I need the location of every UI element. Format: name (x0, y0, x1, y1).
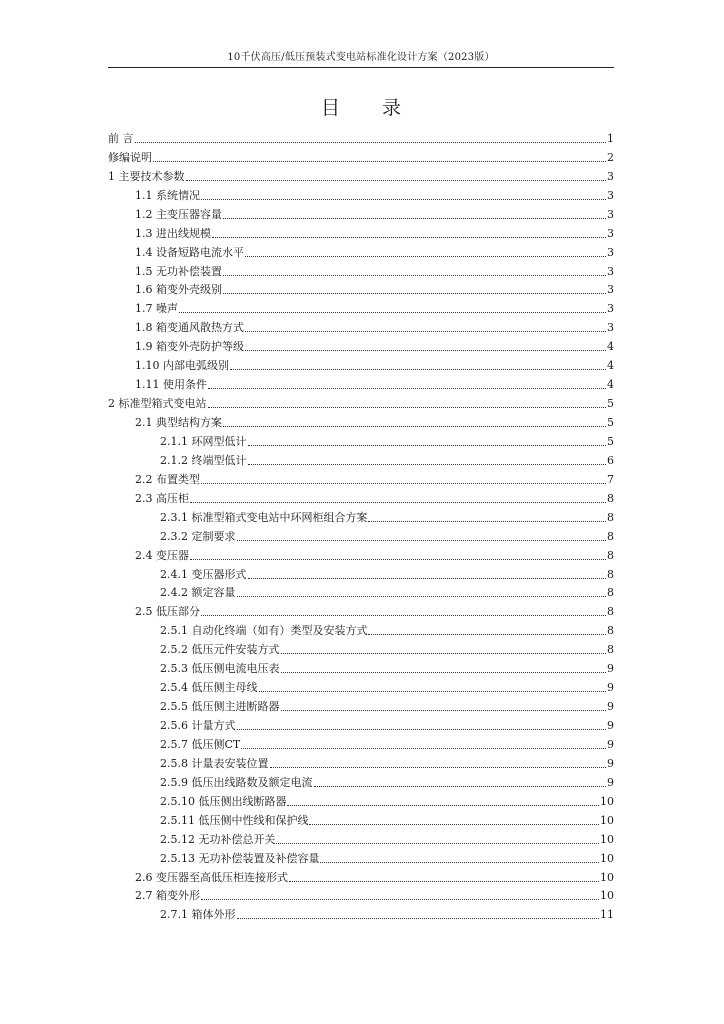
toc-dot-leader (223, 275, 606, 276)
toc-entry-label: 2.4 变压器 (135, 548, 189, 562)
toc-entry-page-number: 5 (607, 416, 614, 429)
toc-entry-page-number: 8 (607, 624, 614, 638)
toc-dot-leader (153, 161, 606, 162)
toc-entry[interactable] (108, 279, 614, 298)
toc-dot-leader (223, 293, 606, 294)
toc-entry-label: 2.1.2 终端型低计 (160, 453, 247, 467)
toc-entry-page-number: 9 (607, 700, 614, 714)
toc-entry[interactable] (108, 903, 614, 922)
toc-entry-page-number: 5 (607, 397, 614, 411)
toc-dot-leader (248, 445, 607, 446)
toc-entry-page-number: 10 (600, 851, 614, 865)
toc-entry-page-number: 9 (607, 662, 614, 676)
toc-dot-leader (368, 521, 606, 522)
toc-entry-page-number: 3 (607, 169, 614, 183)
toc-entry-label: 2.5.13 无功补偿装置及补偿容量 (160, 851, 320, 865)
toc-entry-page-number: 4 (607, 340, 614, 354)
toc-dot-leader (237, 918, 600, 919)
toc-entry-label: 2.3 高压柜 (135, 491, 189, 505)
toc-entry-page-number: 9 (607, 719, 614, 732)
toc-dot-leader (314, 786, 607, 787)
toc-entry[interactable] (108, 297, 614, 316)
toc-dot-leader (179, 312, 606, 313)
toc-entry-label: 2.7 箱变外形 (135, 889, 200, 903)
toc-dot-leader (270, 767, 607, 768)
toc-entry[interactable] (108, 506, 614, 525)
toc-entry-label: 2.5.5 低压侧主进断路器 (160, 700, 280, 714)
toc-entry-page-number: 4 (607, 359, 614, 373)
toc-entry-label: 1.7 噪声 (135, 302, 178, 316)
table-of-contents (108, 127, 614, 922)
toc-entry[interactable] (108, 885, 614, 904)
toc-entry[interactable] (108, 619, 614, 638)
toc-entry-label: 2.1.1 环网型低计 (160, 434, 247, 448)
toc-entry-page-number: 9 (607, 681, 614, 695)
toc-entry[interactable] (108, 392, 614, 411)
toc-entry[interactable] (108, 487, 614, 506)
toc-entry-label: 2.7.1 箱体外形 (160, 908, 236, 922)
toc-entry-label: 2.5.10 低压侧出线断路器 (160, 794, 287, 808)
toc-entry-label: 1.1 系统情况 (135, 188, 200, 202)
toc-entry-page-number: 8 (607, 643, 614, 657)
toc-dot-leader (287, 805, 599, 806)
toc-entry-page-number: 5 (607, 434, 614, 448)
toc-entry-label: 1.2 主变压器容量 (135, 207, 222, 221)
toc-dot-leader (281, 653, 607, 654)
toc-entry-page-number: 11 (600, 908, 614, 922)
toc-entry[interactable] (108, 165, 614, 184)
toc-entry-page-number: 9 (607, 737, 614, 751)
toc-entry[interactable] (108, 316, 614, 335)
toc-entry-page-number: 3 (607, 302, 614, 316)
toc-entry-page-number: 6 (607, 453, 614, 467)
toc-entry[interactable] (108, 241, 614, 260)
toc-entry[interactable] (108, 468, 614, 487)
toc-entry[interactable] (108, 866, 614, 885)
toc-entry[interactable] (108, 638, 614, 657)
toc-entry[interactable] (108, 771, 614, 790)
toc-entry-page-number: 3 (607, 226, 614, 240)
toc-entry-page-number: 3 (607, 264, 614, 278)
toc-dot-leader (190, 502, 606, 503)
toc-dot-leader (201, 483, 606, 484)
toc-entry[interactable] (108, 222, 614, 241)
toc-entry[interactable] (108, 127, 614, 146)
toc-entry-page-number: 7 (607, 472, 614, 486)
toc-entry-page-number: 9 (607, 775, 614, 789)
toc-entry-page-number: 8 (607, 510, 614, 524)
toc-entry-page-number: 10 (600, 870, 614, 884)
toc-dot-leader (368, 634, 606, 635)
toc-entry-label: 修编说明 (108, 150, 152, 164)
toc-entry[interactable] (108, 828, 614, 847)
toc-dot-leader (208, 407, 607, 408)
toc-dot-leader (201, 199, 606, 200)
toc-entry-label: 2.2 布置类型 (135, 472, 200, 486)
toc-entry[interactable] (108, 411, 614, 430)
toc-entry-label: 2.4.1 变压器形式 (160, 567, 247, 581)
toc-dot-leader (230, 369, 606, 370)
toc-dot-leader (135, 142, 607, 143)
toc-dot-leader (289, 881, 599, 882)
toc-entry-page-number: 8 (607, 529, 614, 543)
toc-entry-page-number: 10 (600, 794, 614, 808)
toc-entry[interactable] (108, 676, 614, 695)
toc-entry-label: 1.4 设备短路电流水平 (135, 245, 244, 259)
toc-entry-page-number: 8 (607, 567, 614, 581)
toc-entry-page-number: 10 (600, 832, 614, 846)
toc-entry-label: 1.8 箱变通风散热方式 (135, 321, 244, 335)
toc-entry-page-number: 8 (607, 605, 614, 619)
toc-entry[interactable] (108, 600, 614, 619)
toc-entry[interactable] (108, 752, 614, 771)
toc-dot-leader (237, 729, 607, 730)
toc-entry[interactable] (108, 373, 614, 392)
toc-entry[interactable] (108, 430, 614, 449)
toc-entry-label: 2.1 典型结构方案 (135, 416, 222, 429)
toc-entry-page-number: 8 (607, 491, 614, 505)
toc-entry-label: 1.3 进出线规模 (135, 226, 211, 240)
toc-entry-label: 2.3.2 定制要求 (160, 529, 236, 543)
toc-dot-leader (248, 578, 607, 579)
toc-entry-label: 1.9 箱变外壳防护等级 (135, 340, 244, 354)
toc-entry-label: 2.4.2 额定容量 (160, 586, 236, 600)
toc-dot-leader (212, 237, 606, 238)
toc-entry-label: 2.5.4 低压侧主母线 (160, 681, 258, 695)
toc-entry-page-number: 3 (607, 207, 614, 221)
toc-entry-label: 1 主要技术参数 (108, 169, 185, 183)
toc-dot-leader (201, 615, 606, 616)
toc-entry[interactable] (108, 544, 614, 563)
toc-entry-label: 1.10 内部电弧级别 (135, 359, 229, 373)
toc-dot-leader (241, 748, 606, 749)
toc-entry-page-number: 9 (607, 756, 614, 770)
toc-entry[interactable] (108, 714, 614, 733)
toc-entry-label: 2.5.1 自动化终端（如有）类型及安装方式 (160, 624, 368, 638)
toc-dot-leader (276, 843, 599, 844)
toc-entry-label: 2.5.7 低压侧CT (160, 737, 241, 751)
toc-entry-page-number: 10 (600, 813, 614, 827)
toc-dot-leader (237, 596, 607, 597)
toc-dot-leader (320, 862, 599, 863)
toc-entry[interactable] (108, 733, 614, 752)
toc-dot-leader (186, 180, 607, 181)
toc-entry-page-number: 3 (607, 321, 614, 335)
toc-entry-label: 1.11 使用条件 (135, 378, 207, 392)
toc-entry-page-number: 8 (607, 548, 614, 562)
toc-entry-label: 2.6 变压器至高低压柜连接形式 (135, 870, 288, 884)
toc-entry[interactable] (108, 847, 614, 866)
toc-entry[interactable] (108, 525, 614, 544)
toc-entry[interactable] (108, 146, 614, 165)
header-rule (108, 67, 614, 68)
toc-entry[interactable] (108, 354, 614, 373)
toc-entry-page-number: 2 (607, 150, 614, 164)
toc-entry[interactable] (108, 563, 614, 582)
toc-entry-label: 2.5.9 低压出线路数及额定电流 (160, 775, 313, 789)
toc-dot-leader (248, 464, 607, 465)
toc-entry-label: 2.5.8 计量表安装位置 (160, 756, 269, 770)
running-header: 10千伏高压/低压预装式变电站标准化设计方案（2023版） (227, 52, 495, 63)
toc-entry-page-number: 1 (607, 131, 614, 145)
toc-entry-page-number: 3 (607, 245, 614, 259)
toc-dot-leader (223, 218, 606, 219)
toc-dot-leader (190, 559, 606, 560)
toc-entry-label: 2.5 低压部分 (135, 605, 200, 619)
toc-dot-leader (281, 672, 607, 673)
toc-entry-page-number: 10 (600, 889, 614, 903)
toc-entry-label: 1.5 无功补偿装置 (135, 264, 222, 278)
toc-dot-leader (309, 824, 599, 825)
toc-entry[interactable] (108, 809, 614, 828)
toc-entry[interactable] (108, 657, 614, 676)
toc-entry[interactable] (108, 790, 614, 809)
toc-entry-label: 2 标准型箱式变电站 (108, 397, 207, 411)
toc-dot-leader (281, 710, 607, 711)
toc-dot-leader (245, 350, 606, 351)
toc-entry[interactable] (108, 335, 614, 354)
toc-dot-leader (201, 899, 599, 900)
toc-entry-label: 2.5.3 低压侧电流电压表 (160, 662, 280, 676)
toc-dot-leader (237, 540, 607, 541)
toc-entry-label: 2.5.6 计量方式 (160, 719, 236, 732)
toc-entry[interactable] (108, 260, 614, 279)
toc-entry-label: 2.5.2 低压元件安装方式 (160, 643, 280, 657)
toc-dot-leader (245, 256, 606, 257)
toc-dot-leader (208, 388, 606, 389)
toc-entry[interactable] (108, 695, 614, 714)
toc-entry[interactable] (108, 449, 614, 468)
toc-entry-label: 前 言 (108, 131, 134, 145)
page-title: 目 录 (320, 97, 420, 119)
toc-entry-page-number: 3 (607, 188, 614, 202)
toc-entry[interactable] (108, 582, 614, 601)
toc-dot-leader (223, 426, 606, 427)
toc-entry-page-number: 4 (607, 378, 614, 392)
toc-dot-leader (245, 331, 606, 332)
toc-entry[interactable] (108, 203, 614, 222)
toc-entry[interactable] (108, 184, 614, 203)
toc-entry-page-number: 3 (607, 283, 614, 297)
toc-entry-label: 2.5.12 无功补偿总开关 (160, 832, 276, 846)
toc-entry-label: 2.3.1 标准型箱式变电站中环网柜组合方案 (160, 510, 368, 524)
toc-entry-label: 1.6 箱变外壳级别 (135, 283, 222, 297)
toc-entry-label: 2.5.11 低压侧中性线和保护线 (160, 813, 309, 827)
toc-entry-page-number: 8 (607, 586, 614, 600)
toc-dot-leader (259, 691, 607, 692)
